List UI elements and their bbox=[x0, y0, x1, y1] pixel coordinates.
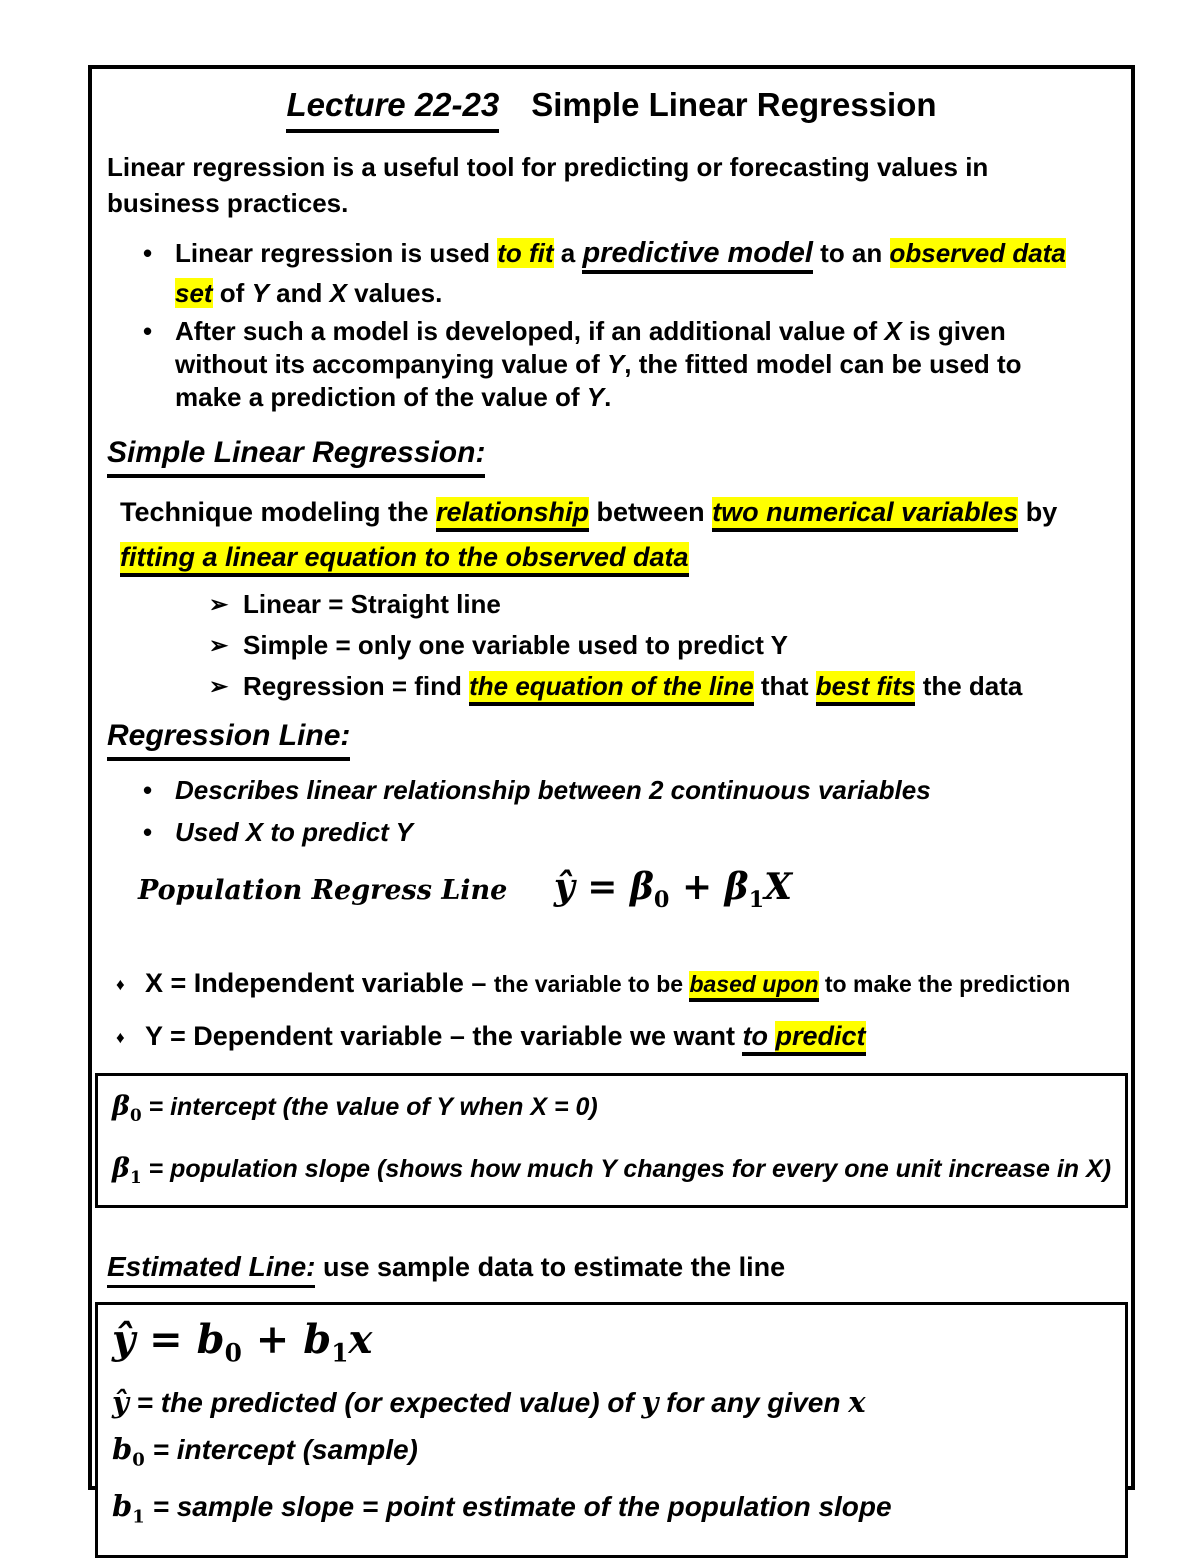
b0-definition: $b_0$ = intercept (sample) bbox=[112, 1432, 418, 1471]
title-subject: Simple Linear Regression bbox=[531, 86, 937, 123]
bullet-icon: • bbox=[143, 316, 153, 346]
beta0-definition: $\beta_0$ = intercept (the value of Y when X = 0) bbox=[112, 1090, 598, 1125]
population-line-label: Population Regress Line bbox=[138, 875, 508, 906]
beta1-definition: $\beta_1$ = population slope (shows how much Y changes for every one unit increase in X) bbox=[112, 1152, 1112, 1187]
section-heading: Regression Line: bbox=[107, 717, 350, 761]
estimated-line-tail: use sample data to estimate the line bbox=[315, 1252, 786, 1283]
list-item-prediction bbox=[92, 315, 1131, 414]
yhat-definition: ŷ = the predicted (or expected value) of y for any given x bbox=[112, 1385, 866, 1420]
section-heading: Simple Linear Regression: bbox=[107, 434, 485, 478]
y-variable-definition bbox=[92, 1021, 1131, 1051]
bullet-icon: • bbox=[143, 775, 153, 805]
list-item-text: Linear = Straight line bbox=[243, 589, 501, 619]
arrow-bullet-icon: ➢ bbox=[209, 673, 229, 699]
list-item-fit-model bbox=[92, 233, 1131, 313]
definition-text: X = Independent variable – the variable to be based upon to make the prediction bbox=[145, 968, 1070, 998]
arrow-bullet-icon: ➢ bbox=[209, 591, 229, 617]
section-regression-line bbox=[107, 717, 1116, 761]
estimated-line-heading: Estimated Line: bbox=[107, 1250, 315, 1288]
beta-definitions-box bbox=[95, 1073, 1128, 1209]
sample-formula-box bbox=[95, 1302, 1128, 1557]
population-line-formula: ŷ = $\beta_0 + \beta_1X$ bbox=[553, 866, 793, 913]
technique-paragraph: Technique modeling the relationship between two numerical variables by fitting a linear equation to the observed data bbox=[92, 490, 1131, 580]
list-item-text: Describes linear relationship between 2 continuous variables bbox=[175, 775, 931, 805]
definition-sublist bbox=[92, 584, 1131, 707]
section-simple-linear-regression bbox=[107, 434, 1116, 478]
b1-definition: $b_1$ = sample slope = point estimate of the population slope bbox=[112, 1489, 892, 1528]
list-item-text: Used X to predict Y bbox=[175, 817, 413, 847]
list-item-text: Simple = only one variable used to predict Y bbox=[243, 630, 788, 660]
arrow-bullet-icon: ➢ bbox=[209, 632, 229, 658]
page-title bbox=[92, 69, 1131, 133]
population-regression-line bbox=[92, 861, 1131, 926]
intro-paragraph: Linear regression is a useful tool for predicting or forecasting values in business practices. bbox=[107, 152, 989, 218]
lecture-number: Lecture 22-23 bbox=[286, 82, 499, 133]
definition-text: Y = Dependent variable – the variable we want to predict bbox=[145, 1021, 866, 1056]
bullet-icon: • bbox=[143, 238, 153, 268]
sample-regression-formula: ŷ = $b_0 + b_1x$ bbox=[112, 1316, 373, 1369]
list-item-regression bbox=[92, 666, 1131, 707]
x-variable-definition bbox=[92, 968, 1131, 999]
list-item-text: Linear regression is used to fit a predictive model to an observed data set of Y and X values. bbox=[175, 237, 1066, 308]
document-page bbox=[88, 65, 1135, 1528]
list-item-describes bbox=[92, 769, 1131, 811]
list-item-text: Regression = find the equation of the line that best fits the data bbox=[243, 666, 1131, 707]
list-item-text: After such a model is developed, if an additional value of X is given without its accompanying value of Y, the fitted model can be used to make a prediction of the value of Y. bbox=[175, 316, 1022, 412]
list-item-used-x bbox=[92, 811, 1131, 853]
diamond-bullet-icon: ♦ bbox=[116, 974, 125, 994]
regression-line-list bbox=[92, 769, 1131, 853]
list-item-simple bbox=[92, 625, 1131, 666]
estimated-line-heading-row bbox=[92, 1250, 1131, 1288]
diamond-bullet-icon: ♦ bbox=[116, 1027, 125, 1047]
bullet-icon: • bbox=[143, 817, 153, 847]
list-item-linear bbox=[92, 584, 1131, 625]
